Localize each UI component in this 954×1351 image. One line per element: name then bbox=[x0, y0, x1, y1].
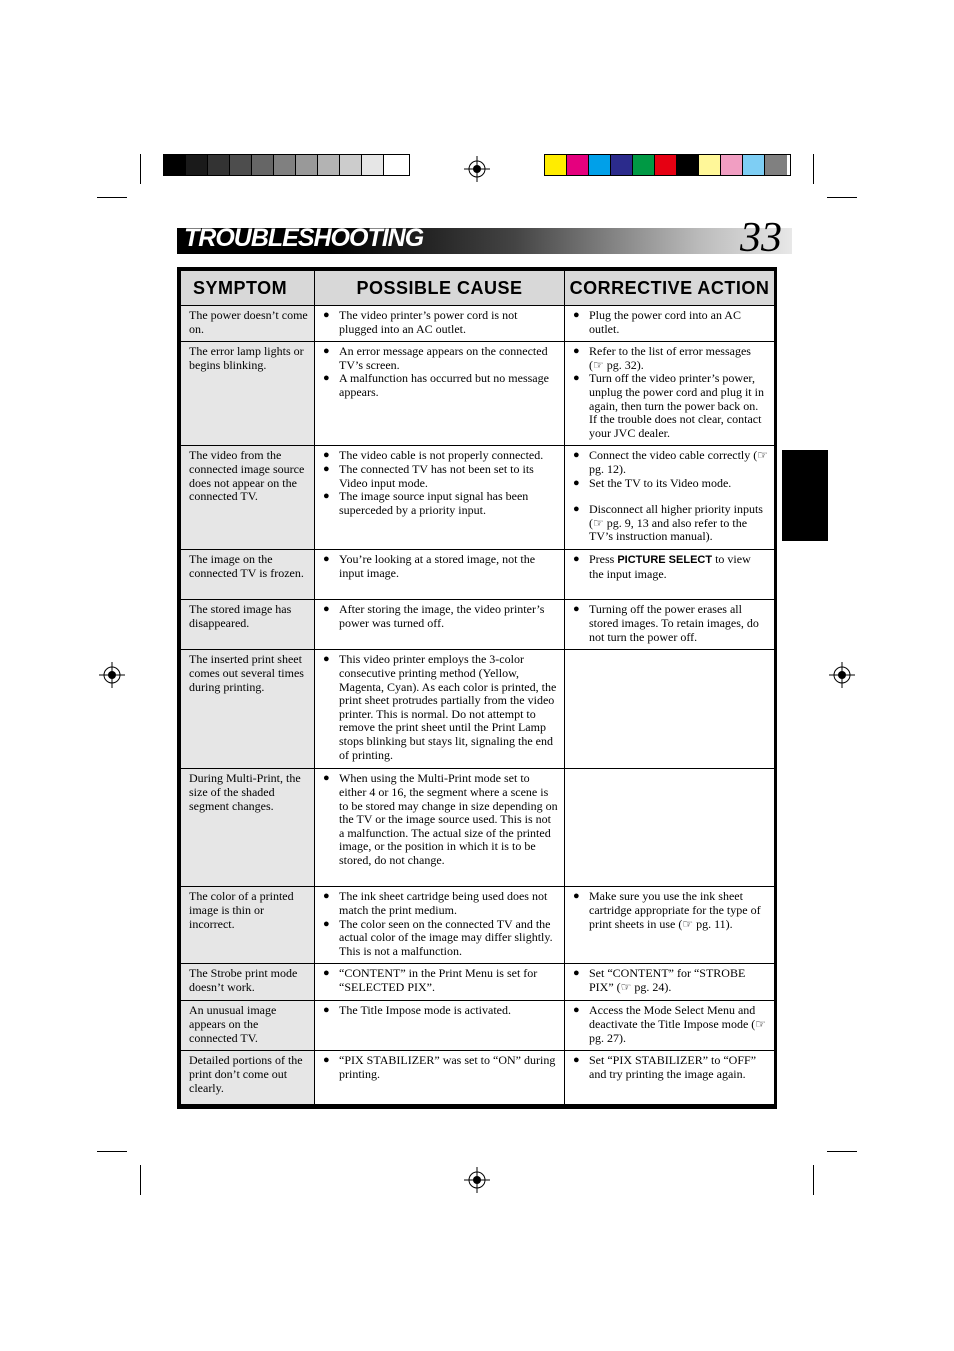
calibration-swatch bbox=[318, 155, 340, 175]
registration-mark-icon bbox=[829, 662, 855, 688]
list-item: ● The connected TV has not been set to its Video input mode. bbox=[323, 463, 558, 490]
cause-cell bbox=[315, 769, 565, 887]
crop-mark bbox=[140, 1165, 141, 1195]
calibration-swatch bbox=[743, 155, 765, 175]
page-title: TROUBLESHOOTING bbox=[184, 224, 424, 252]
calibration-swatch bbox=[677, 155, 699, 175]
registration-mark-icon bbox=[464, 1167, 490, 1193]
calibration-swatch bbox=[699, 155, 721, 175]
calibration-swatch bbox=[545, 155, 567, 175]
table-row bbox=[181, 306, 775, 342]
action-text: Press bbox=[589, 552, 618, 567]
symptom-cell: The stored image has disappeared. bbox=[181, 600, 315, 650]
calibration-swatch bbox=[611, 155, 633, 175]
calibration-swatch bbox=[186, 155, 208, 175]
color-calibration-bar bbox=[544, 154, 791, 176]
list-item: ● After storing the image, the video printer’s power was turned off. bbox=[323, 603, 558, 630]
list-item: ● Turning off the power erases all stored images. To retain images, do not turn the power off. bbox=[573, 603, 768, 644]
calibration-swatch bbox=[721, 155, 743, 175]
table-row bbox=[181, 650, 775, 769]
list-item: ● The ink sheet cartridge being used does not match the print medium. bbox=[323, 890, 558, 917]
calibration-swatch bbox=[340, 155, 362, 175]
list-item: ● Access the Mode Select Menu and deactivate the Title Impose mode (☞ pg. 27). bbox=[573, 1004, 768, 1045]
cause-header: POSSIBLE CAUSE bbox=[315, 271, 565, 306]
symptom-header: SYMPTOM bbox=[181, 271, 315, 306]
calibration-swatch bbox=[164, 155, 186, 175]
symptom-cell: The power doesn’t come on. bbox=[181, 306, 315, 342]
symptom-cell: The image on the connected TV is frozen. bbox=[181, 550, 315, 600]
troubleshooting-table bbox=[177, 267, 777, 1109]
symptom-cell: The color of a printed image is thin or incorrect. bbox=[181, 887, 315, 964]
symptom-cell: The inserted print sheet comes out several times during printing. bbox=[181, 650, 315, 769]
list-item: ● Connect the video cable correctly (☞ pg. 12). bbox=[573, 449, 768, 476]
crop-mark bbox=[140, 154, 141, 184]
list-item bbox=[573, 553, 768, 581]
page-number: 33 bbox=[740, 215, 782, 261]
symptom-cell: The error lamp lights or begins blinking. bbox=[181, 342, 315, 446]
calibration-swatch bbox=[296, 155, 318, 175]
symptom-cell: The Strobe print mode doesn’t work. bbox=[181, 964, 315, 1001]
list-item: ● An error message appears on the connected TV’s screen. bbox=[323, 345, 558, 372]
list-item: ● Disconnect all higher priority inputs (☞ pg. 9, 13 and also refer to the TV’s instruction manual). bbox=[573, 503, 768, 544]
list-item: ● Turn off the video printer’s power, unplug the power cord and plug it in again, then turn the power back on. If the trouble does not clear, contact your JVC dealer. bbox=[573, 372, 768, 440]
calibration-swatch bbox=[655, 155, 677, 175]
list-item: ● This video printer employs the 3-color consecutive printing method (Yellow, Magenta, Cyan). As each color is printed, the print sheet protrudes partially from the video printer. This is normal. Do not attempt to remove the print sheet until the Print Lamp stops blinking but stays lit, signaling the end of printing. bbox=[323, 653, 558, 762]
action-cell bbox=[565, 887, 775, 964]
crop-mark bbox=[827, 1151, 857, 1152]
cause-cell bbox=[315, 650, 565, 769]
list-item: ● Refer to the list of error messages (☞ pg. 32). bbox=[573, 345, 768, 372]
cause-cell bbox=[315, 600, 565, 650]
list-item: ● Set the TV to its Video mode. bbox=[573, 477, 768, 491]
action-cell bbox=[565, 769, 775, 887]
action-cell bbox=[565, 550, 775, 600]
cause-cell bbox=[315, 1001, 565, 1051]
cause-cell bbox=[315, 342, 565, 446]
symptom-cell: Detailed portions of the print don’t come out clearly. bbox=[181, 1051, 315, 1105]
calibration-swatch bbox=[274, 155, 296, 175]
list-item: ● “PIX STABILIZER” was set to “ON” during printing. bbox=[323, 1054, 558, 1081]
crop-mark bbox=[97, 1151, 127, 1152]
table-row bbox=[181, 550, 775, 600]
calibration-swatch bbox=[362, 155, 384, 175]
table-row bbox=[181, 600, 775, 650]
action-cell bbox=[565, 1001, 775, 1051]
action-cell bbox=[565, 600, 775, 650]
list-item: ● Plug the power cord into an AC outlet. bbox=[573, 309, 768, 336]
symptom-cell: During Multi-Print, the size of the shaded segment changes. bbox=[181, 769, 315, 887]
list-item: ● You’re looking at a stored image, not the input image. bbox=[323, 553, 558, 580]
list-item: ● The color seen on the connected TV and the actual color of the image may differ slightly. This is not a malfunction. bbox=[323, 918, 558, 959]
list-item: ● Set “PIX STABILIZER” to “OFF” and try printing the image again. bbox=[573, 1054, 768, 1081]
list-item: ● “CONTENT” in the Print Menu is set for “SELECTED PIX”. bbox=[323, 967, 558, 994]
calibration-swatch bbox=[765, 155, 787, 175]
symptom-cell: The video from the connected image source does not appear on the connected TV. bbox=[181, 446, 315, 550]
action-cell bbox=[565, 446, 775, 550]
gray-calibration-bar bbox=[163, 154, 410, 176]
crop-mark bbox=[813, 1165, 814, 1195]
table-row bbox=[181, 964, 775, 1001]
calibration-swatch bbox=[230, 155, 252, 175]
picture-select-label: PICTURE SELECT bbox=[617, 554, 713, 567]
action-cell bbox=[565, 1051, 775, 1105]
crop-mark bbox=[827, 197, 857, 198]
cause-cell bbox=[315, 446, 565, 550]
table-row bbox=[181, 887, 775, 964]
calibration-swatch bbox=[633, 155, 655, 175]
action-cell bbox=[565, 306, 775, 342]
action-cell bbox=[565, 650, 775, 769]
section-tab bbox=[782, 450, 828, 541]
table-row bbox=[181, 1001, 775, 1051]
registration-mark-icon bbox=[464, 156, 490, 182]
list-item: ● The image source input signal has been superceded by a priority input. bbox=[323, 490, 558, 517]
list-item: ● The video printer’s power cord is not plugged into an AC outlet. bbox=[323, 309, 558, 336]
list-item: ● The video cable is not properly connected. bbox=[323, 449, 558, 463]
table-row bbox=[181, 342, 775, 446]
list-item: ● The Title Impose mode is activated. bbox=[323, 1004, 558, 1018]
list-item: ● Set “CONTENT” for “STROBE PIX” (☞ pg. 24). bbox=[573, 967, 768, 994]
action-text: to view the input image. bbox=[589, 552, 751, 581]
table-row bbox=[181, 446, 775, 550]
calibration-swatch bbox=[208, 155, 230, 175]
crop-mark bbox=[813, 154, 814, 184]
cause-cell bbox=[315, 306, 565, 342]
list-item: ● A malfunction has occurred but no message appears. bbox=[323, 372, 558, 399]
crop-mark bbox=[97, 197, 127, 198]
cause-cell bbox=[315, 887, 565, 964]
action-cell bbox=[565, 342, 775, 446]
list-item: ● Make sure you use the ink sheet cartridge appropriate for the type of print sheets in use (☞ pg. 11). bbox=[573, 890, 768, 931]
table-row bbox=[181, 1051, 775, 1105]
cause-cell bbox=[315, 964, 565, 1001]
calibration-swatch bbox=[567, 155, 589, 175]
action-cell bbox=[565, 964, 775, 1001]
calibration-swatch bbox=[384, 155, 406, 175]
registration-mark-icon bbox=[99, 662, 125, 688]
action-header: CORRECTIVE ACTION bbox=[565, 271, 775, 306]
table-row bbox=[181, 769, 775, 887]
symptom-cell: An unusual image appears on the connected TV. bbox=[181, 1001, 315, 1051]
calibration-swatch bbox=[589, 155, 611, 175]
table-header-row bbox=[181, 271, 775, 306]
calibration-swatch bbox=[252, 155, 274, 175]
list-item: ● When using the Multi-Print mode set to either 4 or 16, the segment where a scene is to be stored may change in size depending on the TV or the image source used. This is not a malfunction. The actual size of the printed image, or the position in which it is to be stored, do not change. bbox=[323, 772, 558, 867]
cause-cell bbox=[315, 550, 565, 600]
cause-cell bbox=[315, 1051, 565, 1105]
